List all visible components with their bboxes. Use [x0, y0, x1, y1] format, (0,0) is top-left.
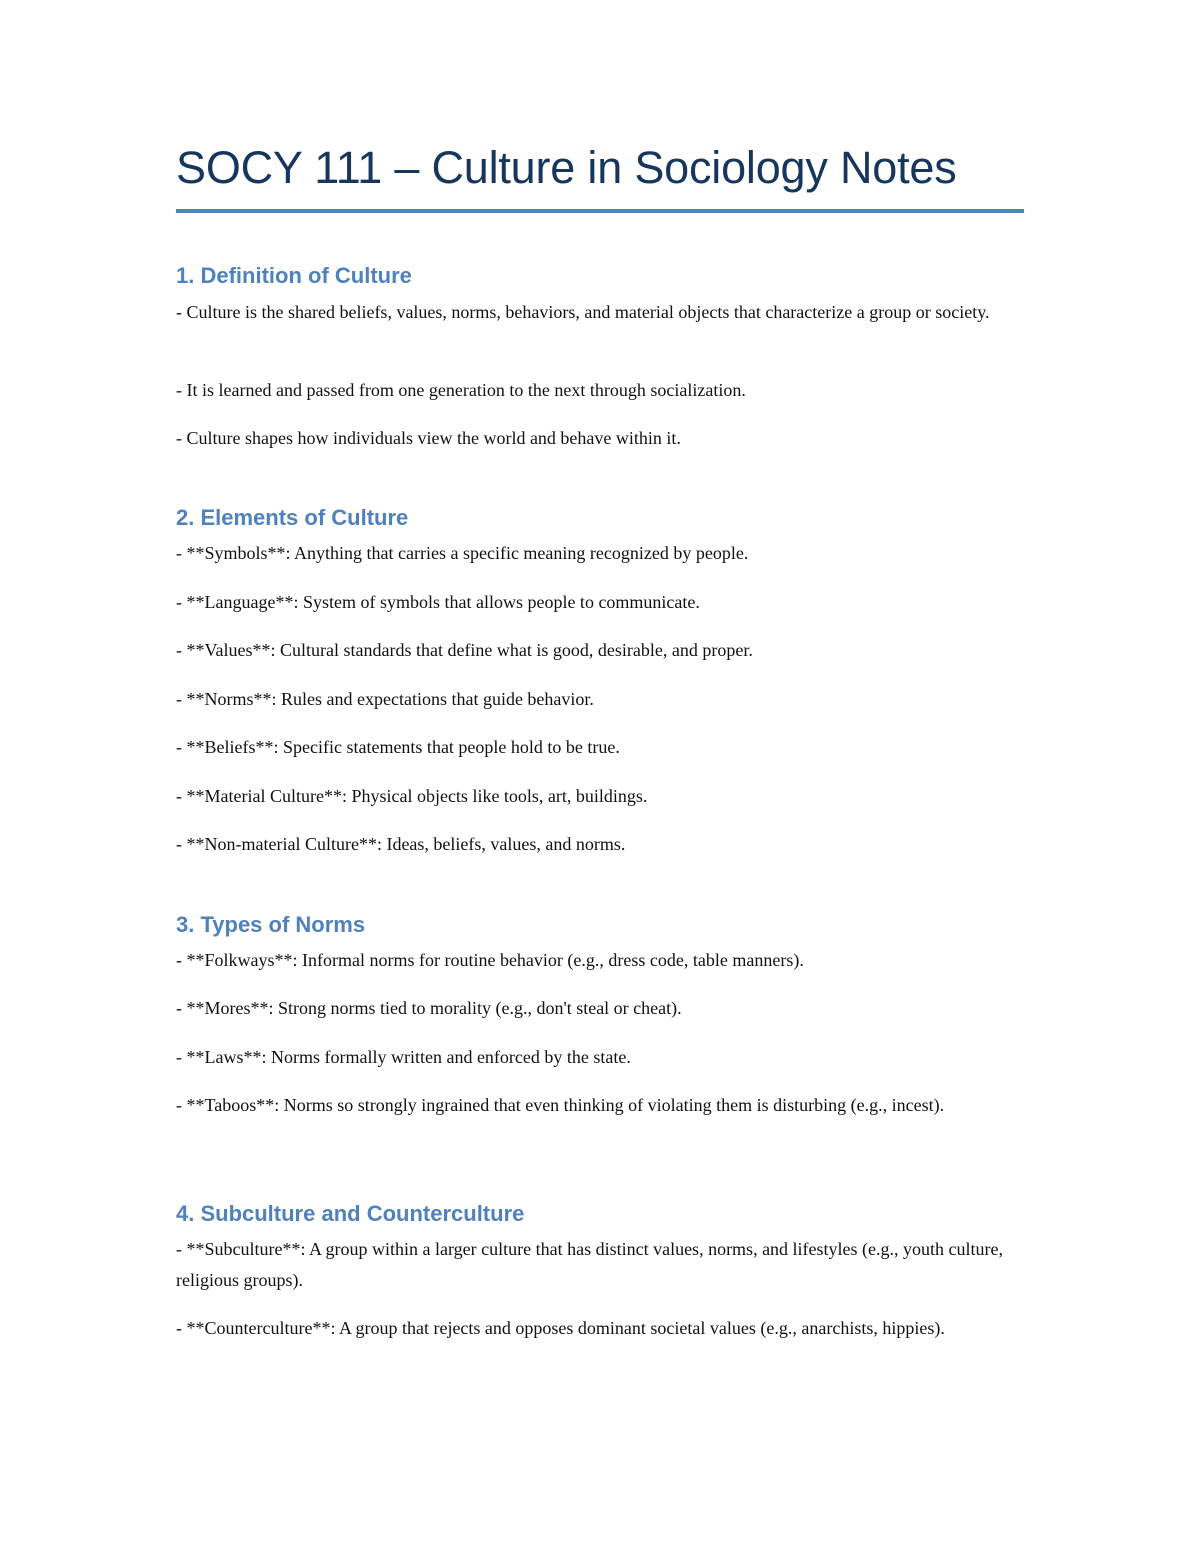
- paragraph: - **Norms**: Rules and expectations that guide behavior.: [176, 689, 594, 709]
- paragraph: - **Taboos**: Norms so strongly ingrained that even thinking of violating them is disturbing (e.g., incest).: [176, 1095, 945, 1115]
- paragraph: - **Non-material Culture**: Ideas, beliefs, values, and norms.: [176, 834, 626, 854]
- paragraph: - **Folkways**: Informal norms for routine behavior (e.g., dress code, table manners).: [176, 950, 804, 970]
- paragraph: - **Symbols**: Anything that carries a specific meaning recognized by people.: [176, 543, 749, 563]
- paragraph: - **Values**: Cultural standards that define what is good, desirable, and proper.: [176, 640, 753, 660]
- title-underline: [176, 209, 1024, 213]
- section-heading-definition: 1. Definition of Culture: [176, 263, 412, 288]
- paragraph: - **Laws**: Norms formally written and enforced by the state.: [176, 1047, 631, 1067]
- page-title: SOCY 111 – Culture in Sociology Notes: [176, 142, 957, 193]
- paragraph: - **Subculture**: A group within a larger culture that has distinct values, norms, and lifestyles (e.g., youth culture, religious groups).: [176, 1239, 1003, 1290]
- section-heading-elements: 2. Elements of Culture: [176, 505, 409, 530]
- paragraph: - **Beliefs**: Specific statements that people hold to be true.: [176, 737, 620, 757]
- paragraph: - **Counterculture**: A group that rejects and opposes dominant societal values (e.g., anarchists, hippies).: [176, 1318, 945, 1338]
- section-heading-types-of-norms: 3. Types of Norms: [176, 912, 366, 937]
- section-heading-subculture: 4. Subculture and Counterculture: [176, 1201, 525, 1226]
- paragraph: - Culture is the shared beliefs, values, norms, behaviors, and material objects that characterize a group or society.: [176, 302, 990, 322]
- paragraph: - **Language**: System of symbols that allows people to communicate.: [176, 592, 700, 612]
- paragraph: - **Mores**: Strong norms tied to morality (e.g., don't steal or cheat).: [176, 998, 682, 1018]
- paragraph: - Culture shapes how individuals view the world and behave within it.: [176, 428, 681, 448]
- paragraph: - It is learned and passed from one generation to the next through socialization.: [176, 380, 746, 400]
- paragraph: - **Material Culture**: Physical objects like tools, art, buildings.: [176, 786, 648, 806]
